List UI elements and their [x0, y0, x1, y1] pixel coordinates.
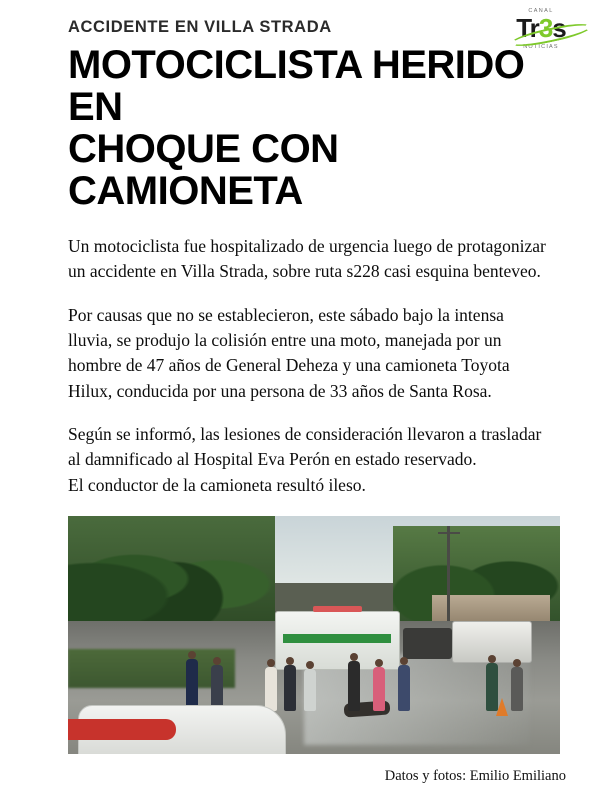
logo-top-text: CANAL [528, 8, 554, 14]
page-title [68, 44, 538, 212]
article-paragraph-1: Un motociclista fue hospitalizado de urgencia luego de protagonizar un accidente en Villa Strada, sobre ruta s228 casi esquina benteveo. [68, 235, 546, 282]
logo-mark-accent: 3 [538, 13, 553, 43]
accident-scene-photo [68, 516, 560, 754]
headline-line-1: MOTOCICLISTA HERIDO EN [68, 42, 525, 129]
photo-bystander [398, 665, 410, 711]
article-paragraph-3: Según se informó, las lesiones de consideración llevaron a trasladar al damnificado al Hospital Eva Perón en estado reservado. [68, 424, 542, 470]
headline-line-2: CHOQUE CON CAMIONETA [68, 126, 339, 213]
article-paragraph-2: Por causas que no se establecieron, este sábado bajo la intensa lluvia, se produjo la colisión entre una moto, manejada por un hombre de 47 años de General Deheza y una camioneta Toyota Hilux, conducida por una persona de 33 años de Santa Rosa. [68, 304, 510, 401]
logo-mark-prefix: Tr [516, 13, 539, 43]
logo-wordmark [516, 15, 566, 41]
photo-dark-car [403, 628, 452, 659]
logo-mark-suffix: s [552, 13, 566, 43]
channel-logo [508, 8, 574, 48]
photo-bystander [511, 667, 523, 711]
article-paragraph-4: El conductor de la camioneta resultó ileso. [68, 474, 366, 495]
photo-bystander [304, 669, 316, 711]
photo-bystander [265, 667, 277, 711]
photo-bystander [186, 659, 198, 711]
photo-trees-left [68, 516, 275, 630]
photo-bystander [284, 665, 296, 711]
photo-canvas [68, 516, 560, 754]
article-body [68, 234, 546, 498]
photo-utility-pole [447, 526, 450, 621]
photo-credit: Datos y fotos: Emilio Emiliano [384, 768, 566, 785]
article-kicker: ACCIDENTE EN VILLA STRADA [68, 18, 332, 36]
photo-bystander [348, 661, 360, 711]
photo-foreground-red-panel [68, 719, 176, 740]
logo-sub-text: NOTICIAS [523, 44, 559, 50]
photo-bystander [373, 667, 385, 711]
photo-traffic-cone [496, 698, 508, 716]
